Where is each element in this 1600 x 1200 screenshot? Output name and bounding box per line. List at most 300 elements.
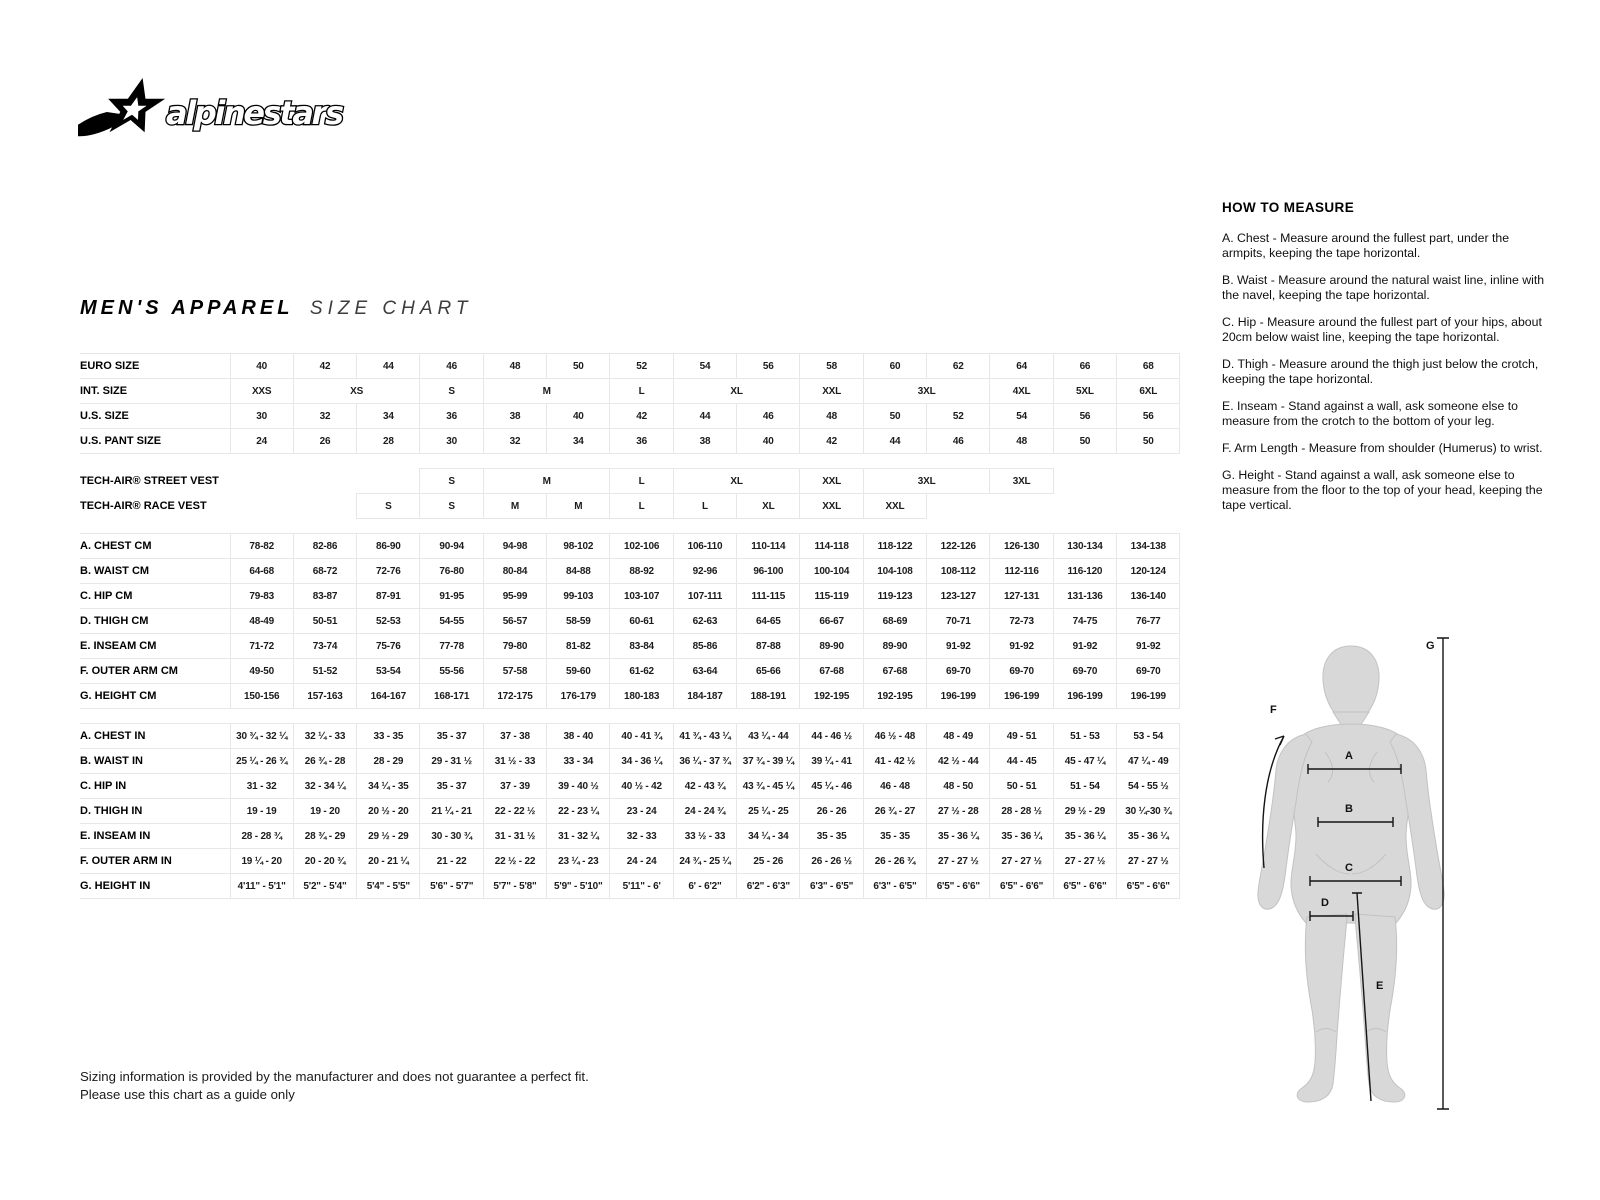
size-cell: 78-82 bbox=[230, 534, 293, 559]
size-cell: 50 - 51 bbox=[990, 774, 1053, 799]
size-cell: 54-55 bbox=[420, 609, 483, 634]
table-row bbox=[80, 799, 1180, 824]
size-cell: 80-84 bbox=[483, 559, 546, 584]
size-cell: 35 - 35 bbox=[863, 824, 926, 849]
empty-cell bbox=[293, 469, 356, 494]
size-cell: 64 bbox=[990, 354, 1053, 379]
size-cell: 60-61 bbox=[610, 609, 673, 634]
row-label: D. THIGH CM bbox=[80, 609, 230, 634]
row-label: TECH-AIR® STREET VEST bbox=[80, 474, 219, 487]
size-cell: 64-68 bbox=[230, 559, 293, 584]
size-cell: 68-72 bbox=[293, 559, 356, 584]
size-cell: 34 - 36 ¼ bbox=[610, 749, 673, 774]
size-cell: 150-156 bbox=[230, 684, 293, 709]
figure-label-g: G bbox=[1426, 640, 1435, 652]
size-cell: 102-106 bbox=[610, 534, 673, 559]
figure-head bbox=[1323, 646, 1379, 716]
size-cell: 64-65 bbox=[737, 609, 800, 634]
size-cell: 34 bbox=[357, 404, 420, 429]
size-cell: 74-75 bbox=[1053, 609, 1116, 634]
row-label: F. OUTER ARM CM bbox=[80, 659, 230, 684]
size-cell: 53 - 54 bbox=[1117, 724, 1180, 749]
size-cell: 27 ½ - 28 bbox=[927, 799, 990, 824]
size-cell: 31 - 31 ½ bbox=[483, 824, 546, 849]
size-cell: 41 - 42 ½ bbox=[863, 749, 926, 774]
size-cell: 184-187 bbox=[673, 684, 736, 709]
empty-cell bbox=[1053, 494, 1116, 519]
size-cell: M bbox=[483, 469, 610, 494]
size-cell: 6'5" - 6'6" bbox=[1117, 874, 1180, 899]
empty-cell bbox=[990, 494, 1053, 519]
footer-note bbox=[80, 1068, 589, 1105]
size-cell: 37 ¾ - 39 ¼ bbox=[737, 749, 800, 774]
figure-label-e: E bbox=[1376, 980, 1384, 992]
size-cell: 72-73 bbox=[990, 609, 1053, 634]
size-cell: 131-136 bbox=[1053, 584, 1116, 609]
size-cell: 5'9" - 5'10" bbox=[547, 874, 610, 899]
table-row bbox=[80, 559, 1180, 584]
size-cell: 32 - 33 bbox=[610, 824, 673, 849]
size-cell: 55-56 bbox=[420, 659, 483, 684]
size-cell: 56 bbox=[1053, 404, 1116, 429]
page-title-secondary: SIZE CHART bbox=[309, 298, 473, 319]
size-cell: 28 ¾ - 29 bbox=[293, 824, 356, 849]
figure-left-leg bbox=[1297, 914, 1347, 1102]
table-row bbox=[80, 774, 1180, 799]
size-cell: 115-119 bbox=[800, 584, 863, 609]
size-cell: 42 ½ - 44 bbox=[927, 749, 990, 774]
size-cell: 38 bbox=[673, 429, 736, 454]
size-cell: 57-58 bbox=[483, 659, 546, 684]
size-cell: 31 ½ - 33 bbox=[483, 749, 546, 774]
size-cell: XXL bbox=[863, 494, 926, 519]
size-cell: 6' - 6'2" bbox=[673, 874, 736, 899]
size-cell: 71-72 bbox=[230, 634, 293, 659]
size-cell: 48 - 49 bbox=[927, 724, 990, 749]
table-row bbox=[80, 429, 1180, 454]
size-cell: 48 - 50 bbox=[927, 774, 990, 799]
size-cell: S bbox=[420, 494, 483, 519]
size-cell: 5'11" - 6' bbox=[610, 874, 673, 899]
size-cell: 180-183 bbox=[610, 684, 673, 709]
size-cell: 28 - 28 ½ bbox=[990, 799, 1053, 824]
size-cell: 20 ½ - 20 bbox=[357, 799, 420, 824]
size-cell: 87-91 bbox=[357, 584, 420, 609]
size-cell: 42 bbox=[800, 429, 863, 454]
size-cell: 6'5" - 6'6" bbox=[927, 874, 990, 899]
size-cell: 52 bbox=[927, 404, 990, 429]
size-cell: XXL bbox=[800, 379, 863, 404]
size-cell: 6'3" - 6'5" bbox=[800, 874, 863, 899]
size-cell: 30 bbox=[420, 429, 483, 454]
table-row bbox=[80, 849, 1180, 874]
size-cell: 42 bbox=[610, 404, 673, 429]
size-cell: 111-115 bbox=[737, 584, 800, 609]
size-cell: 5XL bbox=[1053, 379, 1116, 404]
row-label: G. HEIGHT CM bbox=[80, 684, 230, 709]
size-cell: XXL bbox=[800, 469, 863, 494]
measure-instruction: F. Arm Length - Measure from shoulder (Humerus) to wrist. bbox=[1222, 441, 1543, 455]
size-cell: S bbox=[357, 494, 420, 519]
empty-cell bbox=[927, 494, 990, 519]
size-cell: 42 - 43 ¾ bbox=[673, 774, 736, 799]
size-cell: 120-124 bbox=[1117, 559, 1180, 584]
size-cell: 21 ¼ - 21 bbox=[420, 799, 483, 824]
size-cell: 42 bbox=[293, 354, 356, 379]
size-cell: 27 - 27 ½ bbox=[1053, 849, 1116, 874]
size-cell: L bbox=[610, 469, 673, 494]
size-cell: 24 ¾ - 25 ¼ bbox=[673, 849, 736, 874]
size-cell: 27 - 27 ½ bbox=[990, 849, 1053, 874]
size-cell: 134-138 bbox=[1117, 534, 1180, 559]
size-cell: 48 bbox=[800, 404, 863, 429]
size-cell: 58 bbox=[800, 354, 863, 379]
size-cell: 19 - 20 bbox=[293, 799, 356, 824]
size-cell: 76-80 bbox=[420, 559, 483, 584]
size-cell: 67-68 bbox=[800, 659, 863, 684]
size-cell: 66-67 bbox=[800, 609, 863, 634]
size-cell: 103-107 bbox=[610, 584, 673, 609]
size-cell: 25 ¼ - 25 bbox=[737, 799, 800, 824]
size-cell: 50-51 bbox=[293, 609, 356, 634]
size-cell: 65-66 bbox=[737, 659, 800, 684]
empty-cell bbox=[230, 469, 293, 494]
size-cell: 76-77 bbox=[1117, 609, 1180, 634]
size-cell: XL bbox=[673, 469, 800, 494]
size-cell: 35 - 37 bbox=[420, 724, 483, 749]
size-cell: 3XL bbox=[863, 379, 990, 404]
size-cell: M bbox=[483, 379, 610, 404]
size-cell: 22 - 23 ¼ bbox=[547, 799, 610, 824]
size-cell: 196-199 bbox=[1053, 684, 1116, 709]
table-row bbox=[80, 684, 1180, 709]
size-cell: 34 ¼ - 34 bbox=[737, 824, 800, 849]
size-cell: L bbox=[610, 379, 673, 404]
size-cell: 91-95 bbox=[420, 584, 483, 609]
size-cell: 35 - 36 ¼ bbox=[990, 824, 1053, 849]
figure-label-d: D bbox=[1321, 897, 1329, 909]
size-cell: 6'5" - 6'6" bbox=[990, 874, 1053, 899]
page-title-primary: MEN'S APPAREL bbox=[80, 297, 294, 319]
empty-cell bbox=[357, 469, 420, 494]
row-label: B. WAIST IN bbox=[80, 749, 230, 774]
size-cell: 26 bbox=[293, 429, 356, 454]
size-cell: 127-131 bbox=[990, 584, 1053, 609]
size-cell: 91-92 bbox=[1117, 634, 1180, 659]
size-cell: 31 - 32 bbox=[230, 774, 293, 799]
size-cell: 90-94 bbox=[420, 534, 483, 559]
size-cell: 34 bbox=[547, 429, 610, 454]
size-cell: 172-175 bbox=[483, 684, 546, 709]
size-cell: 43 ¾ - 45 ¼ bbox=[737, 774, 800, 799]
size-cell: 40 - 41 ¾ bbox=[610, 724, 673, 749]
size-cell: 31 - 32 ¼ bbox=[547, 824, 610, 849]
empty-cell bbox=[1117, 469, 1180, 494]
table-row bbox=[80, 404, 1180, 429]
table-row bbox=[80, 724, 1180, 749]
size-cell: 157-163 bbox=[293, 684, 356, 709]
size-cell: 91-92 bbox=[990, 634, 1053, 659]
size-cell: 54 bbox=[990, 404, 1053, 429]
size-cell: 40 bbox=[547, 404, 610, 429]
size-cell: 26 ¾ - 28 bbox=[293, 749, 356, 774]
measure-instruction: D. Thigh - Measure around the thigh just below the crotch, keeping the tape horizontal. bbox=[1222, 357, 1539, 386]
size-cell: 56 bbox=[1117, 404, 1180, 429]
measure-instructions bbox=[1222, 231, 1548, 513]
figure-silhouette bbox=[1228, 612, 1548, 1122]
empty-cell bbox=[1117, 494, 1180, 519]
row-label: A. CHEST IN bbox=[80, 724, 230, 749]
size-cell: 104-108 bbox=[863, 559, 926, 584]
size-cell: 3XL bbox=[863, 469, 990, 494]
size-cell: 91-92 bbox=[927, 634, 990, 659]
size-cell: 96-100 bbox=[737, 559, 800, 584]
size-cell: 92-96 bbox=[673, 559, 736, 584]
size-cell: 196-199 bbox=[927, 684, 990, 709]
size-cell: 68-69 bbox=[863, 609, 926, 634]
table-row bbox=[80, 494, 1180, 519]
size-cell: 24 - 24 ¾ bbox=[673, 799, 736, 824]
size-cell: 6'2" - 6'3" bbox=[737, 874, 800, 899]
size-cell: 69-70 bbox=[1053, 659, 1116, 684]
alpinestars-logo bbox=[78, 72, 353, 150]
table-row bbox=[80, 659, 1180, 684]
size-cell: 83-84 bbox=[610, 634, 673, 659]
size-cell: 192-195 bbox=[800, 684, 863, 709]
row-label: INT. SIZE bbox=[80, 379, 230, 404]
size-cell: L bbox=[673, 494, 736, 519]
size-cell: 188-191 bbox=[737, 684, 800, 709]
size-cell: 36 bbox=[610, 429, 673, 454]
size-cell: 66 bbox=[1053, 354, 1116, 379]
size-cell: 106-110 bbox=[673, 534, 736, 559]
table-row bbox=[80, 584, 1180, 609]
size-cell: 98-102 bbox=[547, 534, 610, 559]
size-cell: 79-80 bbox=[483, 634, 546, 659]
size-cell: 34 ¼ - 35 bbox=[357, 774, 420, 799]
table-group-spacer bbox=[80, 709, 1180, 724]
row-label: E. INSEAM IN bbox=[80, 824, 230, 849]
size-cell: 53-54 bbox=[357, 659, 420, 684]
size-cell: 3XL bbox=[990, 469, 1053, 494]
size-cell: 29 ½ - 29 bbox=[357, 824, 420, 849]
size-cell: 25 ¼ - 26 ¾ bbox=[230, 749, 293, 774]
size-cell: 6'3" - 6'5" bbox=[863, 874, 926, 899]
size-cell: 68 bbox=[1117, 354, 1180, 379]
size-cell: 28 bbox=[357, 429, 420, 454]
size-cell: 25 - 26 bbox=[737, 849, 800, 874]
row-label: D. THIGH IN bbox=[80, 799, 230, 824]
size-cell: 24 - 24 bbox=[610, 849, 673, 874]
measure-instruction: E. Inseam - Stand against a wall, ask someone else to measure from the crotch to the bottom of your leg. bbox=[1222, 399, 1518, 428]
size-cell: 69-70 bbox=[927, 659, 990, 684]
table-group-spacer bbox=[80, 454, 1180, 469]
figure-label-f: F bbox=[1270, 704, 1277, 716]
size-cell: 43 ¼ - 44 bbox=[737, 724, 800, 749]
size-cell: M bbox=[483, 494, 546, 519]
row-label: C. HIP IN bbox=[80, 774, 230, 799]
size-cell: 46 - 48 bbox=[863, 774, 926, 799]
size-cell: 44 bbox=[863, 429, 926, 454]
size-cell: 99-103 bbox=[547, 584, 610, 609]
size-cell: 77-78 bbox=[420, 634, 483, 659]
size-cell: 30 bbox=[230, 404, 293, 429]
size-cell: XS bbox=[293, 379, 420, 404]
size-cell: 26 - 26 ¾ bbox=[863, 849, 926, 874]
size-cell: 89-90 bbox=[863, 634, 926, 659]
size-cell: 114-118 bbox=[800, 534, 863, 559]
size-cell: 30 ¼-30 ¾ bbox=[1117, 799, 1180, 824]
size-cell: 73-74 bbox=[293, 634, 356, 659]
size-cell: 75-76 bbox=[357, 634, 420, 659]
table-row bbox=[80, 634, 1180, 659]
size-cell: 40 bbox=[737, 429, 800, 454]
logo-star-icon bbox=[78, 72, 353, 150]
size-cell: 69-70 bbox=[990, 659, 1053, 684]
size-cell: 27 - 27 ½ bbox=[927, 849, 990, 874]
size-cell: 83-87 bbox=[293, 584, 356, 609]
measure-panel bbox=[1222, 200, 1548, 525]
size-cell: 32 bbox=[483, 429, 546, 454]
size-cell: 19 - 19 bbox=[230, 799, 293, 824]
size-cell: 85-86 bbox=[673, 634, 736, 659]
size-cell: 32 bbox=[293, 404, 356, 429]
size-cell: 79-83 bbox=[230, 584, 293, 609]
size-cell: 37 - 39 bbox=[483, 774, 546, 799]
size-cell: 48 bbox=[990, 429, 1053, 454]
size-cell: 30 - 30 ¾ bbox=[420, 824, 483, 849]
size-cell: 35 - 35 bbox=[800, 824, 863, 849]
size-cell: 29 - 31 ½ bbox=[420, 749, 483, 774]
size-cell: 126-130 bbox=[990, 534, 1053, 559]
size-cell: 37 - 38 bbox=[483, 724, 546, 749]
size-cell: 56 bbox=[737, 354, 800, 379]
size-cell: 6'5" - 6'6" bbox=[1053, 874, 1116, 899]
size-cell: 58-59 bbox=[547, 609, 610, 634]
table-row bbox=[80, 609, 1180, 634]
size-cell: 35 - 36 ¼ bbox=[1117, 824, 1180, 849]
size-cell: 38 bbox=[483, 404, 546, 429]
size-cell: 27 - 27 ½ bbox=[1117, 849, 1180, 874]
size-cell: 24 bbox=[230, 429, 293, 454]
size-cell: M bbox=[547, 494, 610, 519]
size-cell: 23 - 24 bbox=[610, 799, 673, 824]
size-cell: 33 ½ - 33 bbox=[673, 824, 736, 849]
empty-cell bbox=[293, 494, 356, 519]
size-cell: 50 bbox=[1117, 429, 1180, 454]
size-cell: 50 bbox=[547, 354, 610, 379]
size-cell: 84-88 bbox=[547, 559, 610, 584]
size-cell: 40 ½ - 42 bbox=[610, 774, 673, 799]
size-cell: 30 ¾ - 32 ¼ bbox=[230, 724, 293, 749]
table-group-spacer bbox=[80, 519, 1180, 534]
size-cell: 67-68 bbox=[863, 659, 926, 684]
row-label: G. HEIGHT IN bbox=[80, 874, 230, 899]
size-cell: 4XL bbox=[990, 379, 1053, 404]
size-cell: 116-120 bbox=[1053, 559, 1116, 584]
size-cell: XL bbox=[737, 494, 800, 519]
size-cell: 70-71 bbox=[927, 609, 990, 634]
size-cell: 110-114 bbox=[737, 534, 800, 559]
size-cell: 29 ½ - 29 bbox=[1053, 799, 1116, 824]
row-label: EURO SIZE bbox=[80, 354, 230, 379]
size-cell: 87-88 bbox=[737, 634, 800, 659]
size-cell: 192-195 bbox=[863, 684, 926, 709]
measure-instruction: B. Waist - Measure around the natural waist line, inline with the navel, keeping the tape horizontal. bbox=[1222, 273, 1545, 302]
footer-line-2: Please use this chart as a guide only bbox=[80, 1087, 295, 1103]
measure-instruction: G. Height - Stand against a wall, ask someone else to measure from the floor to the top of your head, keeping the tape vertical. bbox=[1222, 468, 1543, 512]
size-cell: 69-70 bbox=[1117, 659, 1180, 684]
size-cell: 59-60 bbox=[547, 659, 610, 684]
table-row bbox=[80, 749, 1180, 774]
size-cell: L bbox=[610, 494, 673, 519]
size-cell: S bbox=[420, 469, 483, 494]
size-cell: 52-53 bbox=[357, 609, 420, 634]
size-cell: 49 - 51 bbox=[990, 724, 1053, 749]
size-cell: 54 - 55 ½ bbox=[1117, 774, 1180, 799]
size-cell: 107-111 bbox=[673, 584, 736, 609]
size-cell: 35 - 37 bbox=[420, 774, 483, 799]
size-cell: 82-86 bbox=[293, 534, 356, 559]
size-cell: 122-126 bbox=[927, 534, 990, 559]
size-cell: 91-92 bbox=[1053, 634, 1116, 659]
size-cell: 35 - 36 ¼ bbox=[1053, 824, 1116, 849]
size-chart-table bbox=[80, 353, 1180, 899]
size-cell: 48 bbox=[483, 354, 546, 379]
size-cell: 89-90 bbox=[800, 634, 863, 659]
size-cell: 36 ¼ - 37 ¾ bbox=[673, 749, 736, 774]
table-row bbox=[80, 354, 1180, 379]
table-row bbox=[80, 469, 1180, 494]
size-cell: 40 bbox=[230, 354, 293, 379]
size-cell: 176-179 bbox=[547, 684, 610, 709]
table-row bbox=[80, 379, 1180, 404]
size-cell: 108-112 bbox=[927, 559, 990, 584]
size-cell: 50 bbox=[1053, 429, 1116, 454]
size-cell: 49-50 bbox=[230, 659, 293, 684]
size-cell: 100-104 bbox=[800, 559, 863, 584]
size-cell: XXL bbox=[800, 494, 863, 519]
measure-instruction: C. Hip - Measure around the fullest part of your hips, about 20cm below waist line, keeping the tape horizontal. bbox=[1222, 315, 1542, 344]
row-label: E. INSEAM CM bbox=[80, 634, 230, 659]
size-cell: 46 bbox=[737, 404, 800, 429]
size-cell: 168-171 bbox=[420, 684, 483, 709]
size-cell: 52 bbox=[610, 354, 673, 379]
figure-label-c: C bbox=[1345, 862, 1353, 874]
size-cell: 28 - 29 bbox=[357, 749, 420, 774]
size-cell: 112-116 bbox=[990, 559, 1053, 584]
figure-label-b: B bbox=[1345, 803, 1353, 815]
row-label: F. OUTER ARM IN bbox=[80, 849, 230, 874]
size-cell: 50 bbox=[863, 404, 926, 429]
size-cell: 39 - 40 ½ bbox=[547, 774, 610, 799]
size-cell: 46 bbox=[927, 429, 990, 454]
footer-line-1: Sizing information is provided by the manufacturer and does not guarantee a perfect fit. bbox=[80, 1069, 589, 1084]
size-cell: 95-99 bbox=[483, 584, 546, 609]
size-cell: 20 - 20 ¾ bbox=[293, 849, 356, 874]
size-cell: 51-52 bbox=[293, 659, 356, 684]
size-cell: 72-76 bbox=[357, 559, 420, 584]
size-cell: 36 bbox=[420, 404, 483, 429]
size-chart bbox=[80, 353, 1182, 899]
size-cell: 62-63 bbox=[673, 609, 736, 634]
size-cell: 44 bbox=[357, 354, 420, 379]
size-cell: 45 - 47 ¼ bbox=[1053, 749, 1116, 774]
size-cell: 32 ¼ - 33 bbox=[293, 724, 356, 749]
size-cell: 23 ¼ - 23 bbox=[547, 849, 610, 874]
size-cell: XL bbox=[673, 379, 800, 404]
size-cell: 26 ¾ - 27 bbox=[863, 799, 926, 824]
